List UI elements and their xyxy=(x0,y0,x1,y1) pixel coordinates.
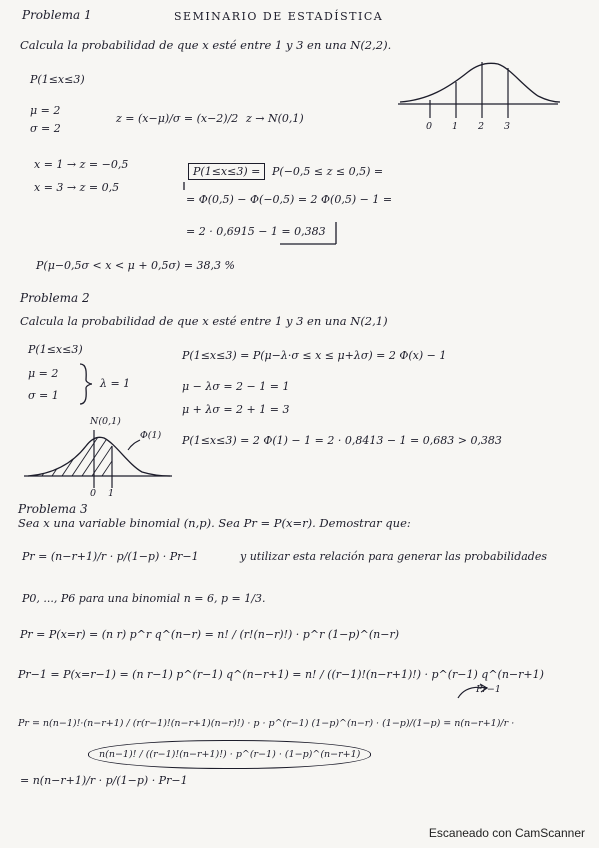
p2-tick-1: 1 xyxy=(108,488,115,499)
p1-line3: = 2 · 0,6915 − 1 = 0,383 xyxy=(186,225,326,238)
p2-sigma: σ = 1 xyxy=(28,389,59,402)
p1-sigma: σ = 2 xyxy=(30,122,61,135)
problem-3-label: Problema 3 xyxy=(18,502,88,516)
p2-tick-0: 0 xyxy=(90,488,97,499)
p3-line-pr: Pr = P(x=r) = (n r) p^r q^(n−r) = n! / (r!(n−r)!) · p^r (1−p)^(n−r) xyxy=(20,628,400,641)
page-title: SEMINARIO DE ESTADÍSTICA xyxy=(174,10,384,23)
p1-statement: Calcula la probabilidad de que x esté entre 1 y 3 en una N(2,2). xyxy=(20,38,392,52)
p1-tick-2: 2 xyxy=(478,121,485,132)
p3-statement: Sea x una variable binomial (n,p). Sea Pr = P(x=r). Demostrar que: xyxy=(18,516,411,530)
scanner-watermark: Escaneado con CamScanner xyxy=(428,826,585,840)
problem-2-label: Problema 2 xyxy=(20,291,90,305)
p2-line4: P(1≤x≤3) = 2 Φ(1) − 1 = 2 · 0,8413 − 1 = 0,683 > 0,383 xyxy=(182,434,502,447)
p2-lambda: λ = 1 xyxy=(100,377,131,390)
p3-arrow-label: Pr−1 xyxy=(476,684,501,695)
p1-line2: = Φ(0,5) − Φ(−0,5) = 2 Φ(0,5) − 1 = xyxy=(186,193,393,206)
p2-prob: P(1≤x≤3) xyxy=(28,343,83,356)
p1-z-formula: z = (x−μ)/σ = (x−2)/2 xyxy=(116,112,239,125)
p2-line3: μ + λσ = 2 + 1 = 3 xyxy=(182,403,290,416)
p3-relation-note: y utilizar esta relación para generar las probabilidades xyxy=(240,550,547,563)
p1-boxed-start: P(1≤x≤3) = xyxy=(188,163,265,180)
p1-line1: P(−0,5 ≤ z ≤ 0,5) = xyxy=(272,165,384,178)
p1-result: P(μ−0,5σ < x < μ + 0,5σ) = 38,3 % xyxy=(36,259,235,272)
p1-tick-3: 3 xyxy=(504,121,511,132)
p2-sketch-top-label: N(0,1) xyxy=(90,416,121,427)
p2-statement: Calcula la probabilidad de que x esté entre 1 y 3 en una N(2,1) xyxy=(20,314,388,328)
p1-tick-0: 0 xyxy=(426,121,433,132)
p3-final: = n(n−r+1)/r · p/(1−p) · Pr−1 xyxy=(20,774,188,787)
p1-mu: μ = 2 xyxy=(30,104,61,117)
p2-brace xyxy=(78,362,94,406)
p2-sketch-phi-label: Φ(1) xyxy=(140,430,162,441)
p1-tick-1: 1 xyxy=(452,121,459,132)
p3-line-ratio: Pr = n(n−1)!·(n−r+1) / (r(r−1)!(n−r+1)(n−r)!) · p · p^(r−1) (1−p)^(n−r) · (1−p)/(1−p) = n(n−r+1)/r · xyxy=(18,718,515,729)
p1-z-dist: z → N(0,1) xyxy=(246,112,304,125)
p2-line1: P(1≤x≤3) = P(μ−λ·σ ≤ x ≤ μ+λσ) = 2 Φ(x) − 1 xyxy=(182,349,447,362)
p3-relation: Pr = (n−r+1)/r · p/(1−p) · Pr−1 xyxy=(22,550,199,563)
p1-prob: P(1≤x≤3) xyxy=(30,73,85,86)
p3-circled-term: n(n−1)! / ((r−1)!(n−r+1)!) · p^(r−1) · (1−p)^(n−r+1) xyxy=(88,740,371,769)
p1-x3: x = 3 → z = 0,5 xyxy=(34,181,120,194)
p2-mu: μ = 2 xyxy=(28,367,59,380)
p3-line-prm1: Pr−1 = P(x=r−1) = (n r−1) p^(r−1) q^(n−r+1) = n! / ((r−1)!(n−r+1)!) · p^(r−1) q^(n−r+1) xyxy=(18,668,544,681)
p1-x1: x = 1 → z = −0,5 xyxy=(34,158,129,171)
problem-1-label: Problema 1 xyxy=(22,8,92,22)
p2-normal-curve-sketch xyxy=(24,428,174,496)
p3-range: P0, ..., P6 para una binomial n = 6, p = 1/3. xyxy=(22,592,266,605)
p1-answer-box xyxy=(180,160,340,246)
p2-line2: μ − λσ = 2 − 1 = 1 xyxy=(182,380,290,393)
